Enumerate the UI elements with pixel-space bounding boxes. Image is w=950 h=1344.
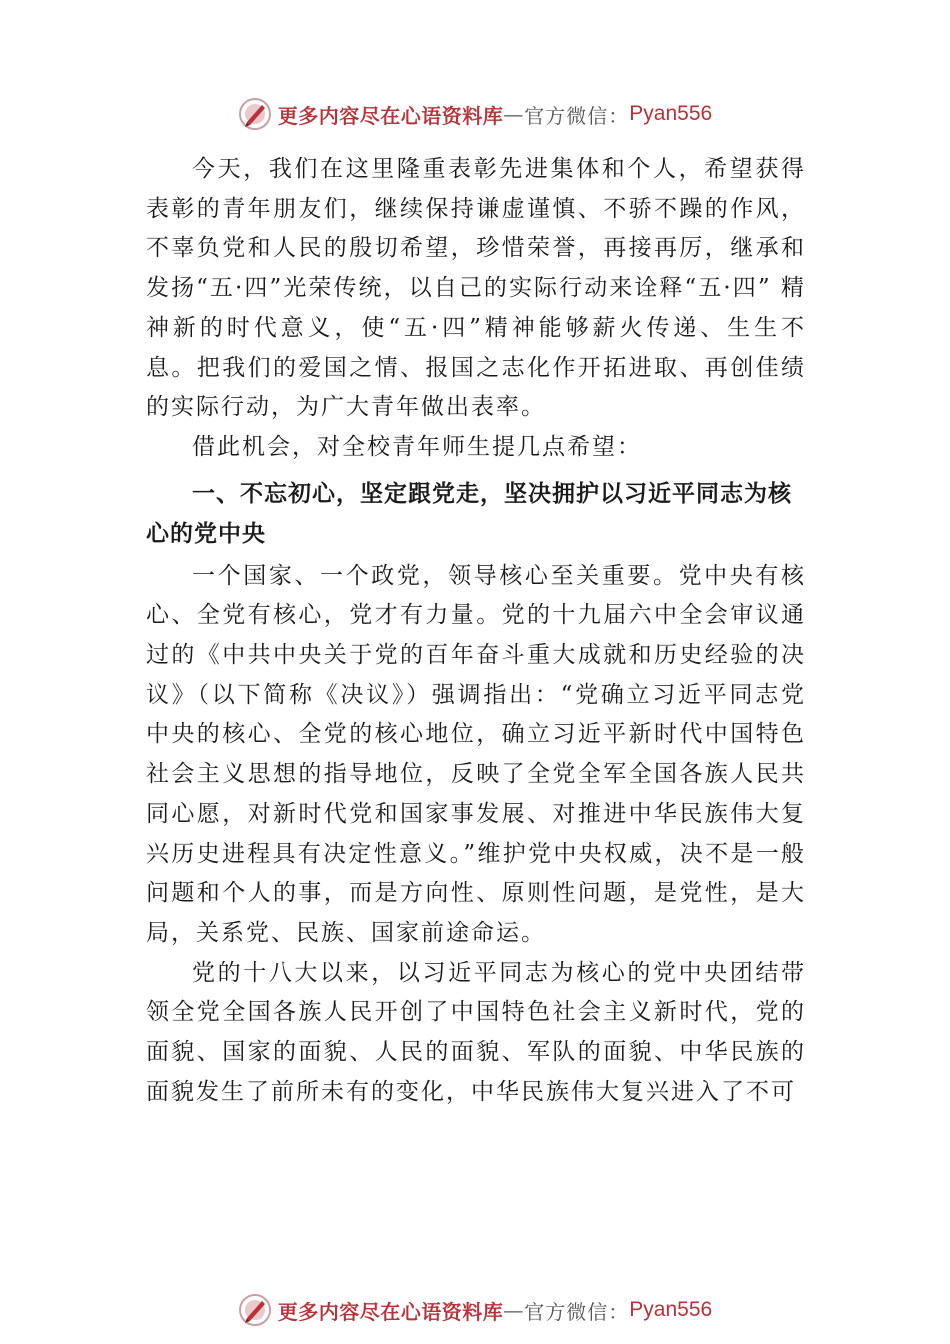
banner-brand-text: 更多内容尽在心语资料库 <box>277 103 504 128</box>
pen-circle-logo-icon <box>238 97 272 131</box>
banner-dash: — <box>503 1298 525 1322</box>
pen-circle-logo-icon <box>238 1293 272 1327</box>
banner-brand-text: 更多内容尽在心语资料库 <box>277 1299 504 1324</box>
banner-dash: — <box>503 102 525 126</box>
body-paragraph: 一个国家、一个政党，领导核心至关重要。党中央有核心、全党有核心，党才有力量。党的十九届六中全会审议通过的《中共中央关于党的百年奋斗重大成就和历史经验的决议》（以下简称《决议》）强调指出：“党确立习近平同志党中央的核心、全党的核心地位，确立习近平新时代中国特色社会主义思想的指导地位，反映了全党全军全国各族人民共同心愿，对新时代党和国家事发展、对推进中华民族伟大复兴历史进程具有决定性意义。”维护党中央权威，决不是一般问题和个人的事，而是方向性、原则性问题，是党性，是大局，关系党、民族、国家前途命运。 <box>146 562 806 946</box>
section-heading: 一、不忘初心，坚定跟党走，坚决拥护以习近平同志为核心的党中央 <box>146 480 792 547</box>
body-paragraph: 今天，我们在这里隆重表彰先进集体和个人，希望获得表彰的青年朋友们，继续保持谦虚谨慎、不骄不躁的作风，不辜负党和人民的殷切希望，珍惜荣誉，再接再厉，继承和发扬“五·四”光荣传统，以自己的实际行动来诠释“五·四” 精神新的时代意义，使“五·四”精神能够薪火传递、生生不息。把我们的爱国之情、报国之志化作开拓进取、再创佳绩的实际行动，为广大青年做出表率。 <box>146 156 806 421</box>
banner-wechat-id: Pyan556 <box>629 102 713 125</box>
banner-wechat-label: 官方微信： <box>524 103 630 128</box>
banner-wechat-label: 官方微信： <box>524 1299 630 1324</box>
document-body <box>146 150 806 1112</box>
body-paragraph: 党的十八大以来，以习近平同志为核心的党中央团结带领全党全国各族人民开创了中国特色社会主义新时代，党的面貌、国家的面貌、人民的面貌、军队的面貌、中华民族的面貌发生了前所未有的变化，中华民族伟大复兴进入了不可 <box>146 959 806 1105</box>
banner-wechat-id: Pyan556 <box>629 1298 713 1321</box>
header-banner <box>0 94 950 134</box>
footer-banner <box>0 1290 950 1330</box>
body-paragraph: 借此机会，对全校青年师生提几点希望： <box>192 433 642 460</box>
